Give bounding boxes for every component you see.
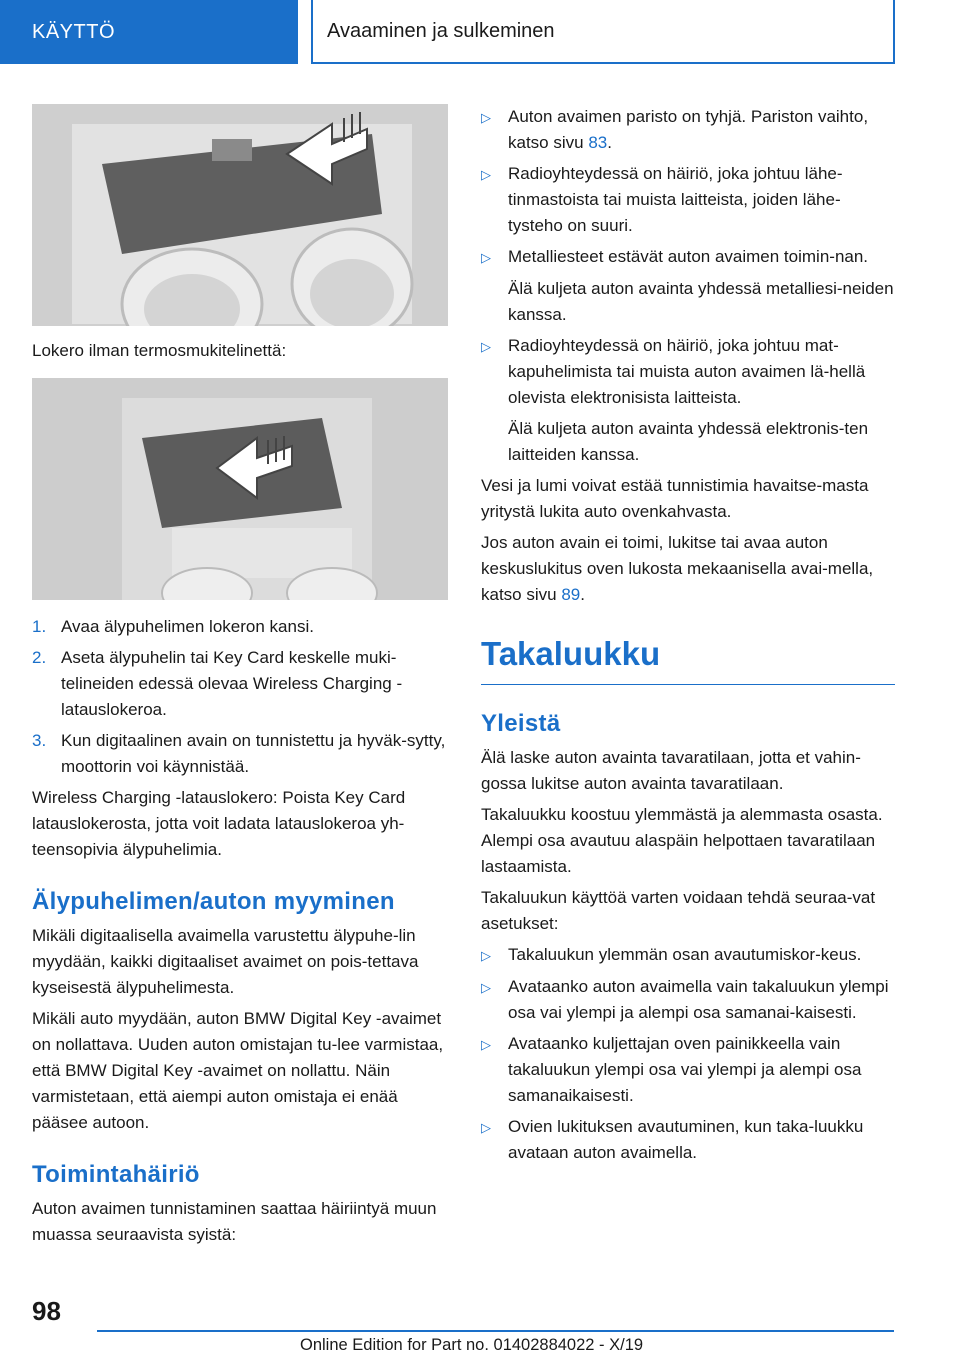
bullet-triangle-icon: ▷ [481,948,491,963]
page-number: 98 [32,1296,61,1326]
step-text: Aseta älypuhelin tai Key Card keskelle muki‐telineiden edessä olevaa Wireless Charging -latauslokeroa. [61,648,403,719]
section-tab [0,0,298,64]
list-text: Takaluukun ylemmän osan avautumiskor‐keus. [508,945,862,964]
section-title: KÄYTTÖ [32,20,116,43]
list-text: Ovien lukituksen avautuminen, kun taka‐luukku avataan auton avaimella. [508,1117,864,1162]
list-text: Avataanko kuljettajan oven painikkeella vain takaluukun ylempi osa vai ylempi ja alempi osa samanaikaisesti. [508,1034,862,1105]
list-text: Auton avaimen paristo on tyhjä. Pariston vaihto, katso sivu 83. [508,107,869,152]
paragraph: Mikäli auto myydään, auton BMW Digital Key -avaimet on nollattava. Uuden auton omistajan tu‐lee varmistaa, että BMW Digital Key -avaimet on nollattu. Näin varmistetaan, että aiempi auton omistaja ei enää pääsee autoon. [32,1009,444,1132]
step-number: 1. [32,617,47,636]
step-text: Kun digitaalinen avain on tunnistettu ja hyväk‐sytty, moottorin voi käynnistää. [61,731,446,776]
section-heading: Älypuhelimen/auton myyminen [32,888,395,915]
paragraph: Wireless Charging -latauslokero: Poista Key Card latauslokerosta, jotta voit ladata latauslokeroa yh‐teensopivia älypuhelimia. [32,788,406,859]
step-number: 3. [32,731,47,750]
paragraph: Mikäli digitaalisella avaimella varustettu älypuhe‐lin myydään, kaikki digitaaliset avaimet on pois‐tettava kyseisestä älypuhelimesta. [32,926,419,997]
left-column [32,104,448,1253]
bullet-triangle-icon: ▷ [481,110,491,125]
footer-text: Online Edition for Part no. 01402884022 - X/19 [300,1336,644,1354]
list-item [481,1114,895,1166]
bullet-triangle-icon: ▷ [481,980,491,995]
step-item [32,728,448,780]
step-text: Avaa älypuhelimen lokeron kansi. [61,617,314,636]
section-heading: Yleistä [481,710,561,737]
bullet-triangle-icon: ▷ [481,339,491,354]
paragraph: Takaluukun käyttöä varten voidaan tehdä seuraa‐vat asetukset: [481,888,876,933]
footer-divider [97,1330,894,1332]
section-heading: Toimintahäiriö [32,1161,200,1188]
phone-tray-with-cupholders-photo [32,104,448,326]
list-item [481,974,895,1026]
bullet-triangle-icon: ▷ [481,1037,491,1052]
page-link[interactable]: 89 [561,585,581,604]
image-caption: Lokero ilman termosmukitelinettä: [32,341,287,360]
bullet-triangle-icon: ▷ [481,250,491,265]
list-text: Radioyhteydessä on häiriö, joka johtuu mat‐kapuhelimista tai muista auton avaimen lä‐hellä olevista elektronisista laitteista. [508,336,866,407]
paragraph: Jos auton avain ei toimi, lukitse tai avaa auton keskuslukitus oven lukosta mekaanisella avai‐mella, katso sivu 89. [481,533,874,604]
list-text: Metalliesteet estävät auton avaimen toimin‐nan. [508,247,869,266]
list-item [481,1031,895,1109]
paragraph: Älä laske auton avainta tavaratilaan, jotta et vahin‐gossa lukitse auton avainta tavaratilaan. [481,748,861,793]
chapter-header [311,0,895,64]
list-text: Radioyhteydessä on häiriö, joka johtuu lähe‐tinmastoista tai muista laitteista, joiden lähe‐tysteho on suuri. [508,164,843,235]
phone-tray-without-holder-photo [32,378,448,600]
chapter-heading: Takaluukku [481,632,895,685]
list-item [481,942,895,969]
step-item [32,614,448,640]
list-item [481,244,895,271]
paragraph: Auton avaimen tunnistaminen saattaa häiriintyä muun muassa seuraavista syistä: [32,1199,437,1244]
list-note: Älä kuljeta auton avainta yhdessä elektronis‐ten laitteiden kanssa. [508,419,869,464]
paragraph: Takaluukku koostuu ylemmästä ja alemmasta osasta. Alempi osa avautuu alaspäin helpottaen tavaratilaan lastaamista. [481,805,883,876]
bullet-triangle-icon: ▷ [481,1120,491,1135]
paragraph: Vesi ja lumi voivat estää tunnistimia havaitse‐masta yritystä lukita auto ovenkahvasta. [481,476,869,521]
right-column [481,104,895,1171]
list-note: Älä kuljeta auton avainta yhdessä metalliesi‐neiden kanssa. [508,279,894,324]
page-link[interactable]: 83 [588,133,608,152]
step-item [32,645,448,723]
step-number: 2. [32,648,47,667]
bullet-triangle-icon: ▷ [481,167,491,182]
chapter-title: Avaaminen ja sulkeminen [327,19,555,42]
list-item [481,104,895,156]
list-text: Avataanko auton avaimella vain takaluukun ylempi osa vai ylempi ja alempi osa samanai‐kaisesti. [508,977,889,1022]
list-item [481,161,895,239]
list-item [481,333,895,411]
